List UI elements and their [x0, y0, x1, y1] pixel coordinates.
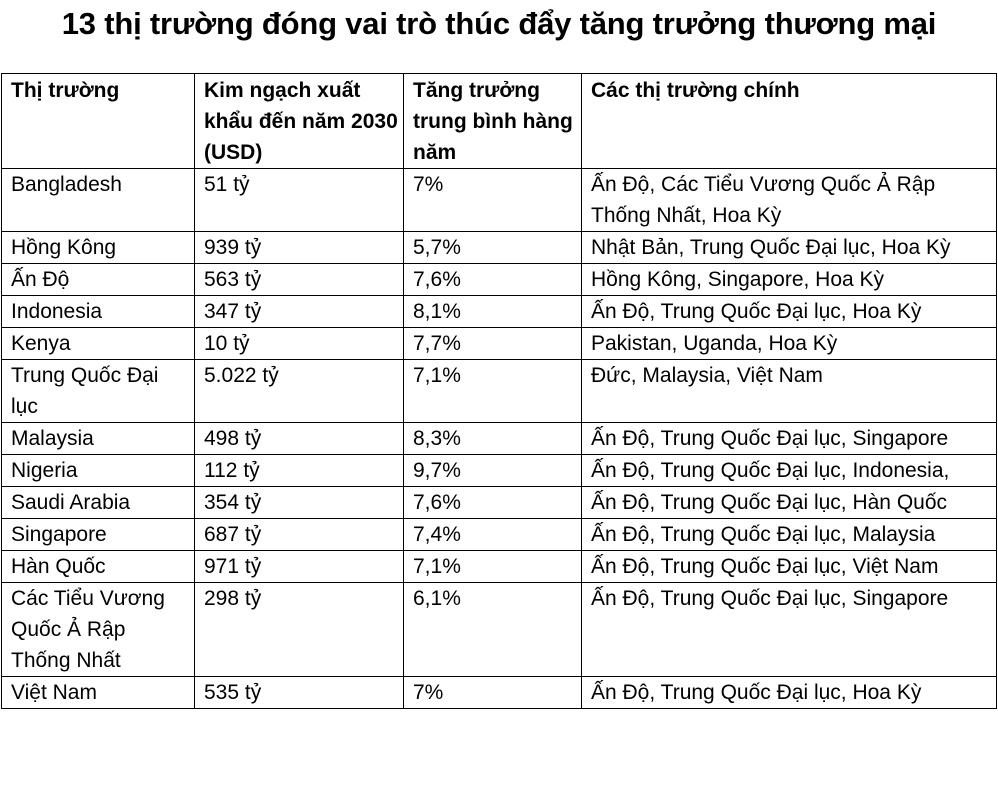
cell-main-markets: Nhật Bản, Trung Quốc Đại lục, Hoa Kỳ: [582, 232, 997, 264]
table-row: [2, 232, 997, 264]
cell-growth: 7%: [404, 677, 582, 709]
header-main-markets: Các thị trường chính: [582, 74, 997, 169]
table-header: [2, 74, 997, 169]
table-row: [2, 551, 997, 583]
cell-main-markets: Đức, Malaysia, Việt Nam: [582, 360, 997, 423]
cell-export-value: 971 tỷ: [195, 551, 404, 583]
cell-main-markets: Ấn Độ, Trung Quốc Đại lục, Hoa Kỳ: [582, 296, 997, 328]
cell-export-value: 51 tỷ: [195, 169, 404, 232]
cell-main-markets: Ấn Độ, Trung Quốc Đại lục, Malaysia: [582, 519, 997, 551]
cell-export-value: 354 tỷ: [195, 487, 404, 519]
cell-growth: 7,4%: [404, 519, 582, 551]
cell-main-markets: Pakistan, Uganda, Hoa Kỳ: [582, 328, 997, 360]
cell-growth: 8,3%: [404, 423, 582, 455]
cell-export-value: 687 tỷ: [195, 519, 404, 551]
cell-market: Hàn Quốc: [2, 551, 195, 583]
cell-growth: 5,7%: [404, 232, 582, 264]
table-row: [2, 328, 997, 360]
cell-market: Nigeria: [2, 455, 195, 487]
cell-market: Saudi Arabia: [2, 487, 195, 519]
cell-growth: 7,1%: [404, 551, 582, 583]
cell-market: Hồng Kông: [2, 232, 195, 264]
cell-growth: 8,1%: [404, 296, 582, 328]
cell-main-markets: Ấn Độ, Trung Quốc Đại lục, Singapore: [582, 423, 997, 455]
cell-growth: 9,7%: [404, 455, 582, 487]
cell-export-value: 5.022 tỷ: [195, 360, 404, 423]
cell-main-markets: Ấn Độ, Trung Quốc Đại lục, Hàn Quốc: [582, 487, 997, 519]
cell-growth: 7,1%: [404, 360, 582, 423]
cell-main-markets: Ấn Độ, Trung Quốc Đại lục, Indonesia,: [582, 455, 997, 487]
table-body: [2, 169, 997, 709]
table-row: [2, 487, 997, 519]
table-row: [2, 455, 997, 487]
cell-export-value: 347 tỷ: [195, 296, 404, 328]
markets-table: [1, 73, 997, 709]
cell-export-value: 10 tỷ: [195, 328, 404, 360]
cell-market: Trung Quốc Đại lục: [2, 360, 195, 423]
cell-market: Indonesia: [2, 296, 195, 328]
cell-export-value: 939 tỷ: [195, 232, 404, 264]
cell-growth: 7%: [404, 169, 582, 232]
table-row: [2, 583, 997, 677]
cell-main-markets: Ấn Độ, Trung Quốc Đại lục, Hoa Kỳ: [582, 677, 997, 709]
cell-growth: 7,6%: [404, 264, 582, 296]
cell-growth: 6,1%: [404, 583, 582, 677]
cell-market: Kenya: [2, 328, 195, 360]
cell-market: Việt Nam: [2, 677, 195, 709]
header-growth: Tăng trưởng trung bình hàng năm: [404, 74, 582, 169]
cell-growth: 7,7%: [404, 328, 582, 360]
header-row: [2, 74, 997, 169]
cell-export-value: 563 tỷ: [195, 264, 404, 296]
table-row: [2, 169, 997, 232]
table-row: [2, 360, 997, 423]
cell-export-value: 298 tỷ: [195, 583, 404, 677]
table-row: [2, 296, 997, 328]
cell-main-markets: Ấn Độ, Trung Quốc Đại lục, Việt Nam: [582, 551, 997, 583]
cell-export-value: 112 tỷ: [195, 455, 404, 487]
cell-export-value: 498 tỷ: [195, 423, 404, 455]
cell-growth: 7,6%: [404, 487, 582, 519]
cell-main-markets: Ấn Độ, Các Tiểu Vương Quốc Ả Rập Thống Nhất, Hoa Kỳ: [582, 169, 997, 232]
header-export-value: Kim ngạch xuất khẩu đến năm 2030 (USD): [195, 74, 404, 169]
cell-market: Singapore: [2, 519, 195, 551]
cell-main-markets: Ấn Độ, Trung Quốc Đại lục, Singapore: [582, 583, 997, 677]
cell-export-value: 535 tỷ: [195, 677, 404, 709]
cell-market: Các Tiểu Vương Quốc Ả Rập Thống Nhất: [2, 583, 195, 677]
table-row: [2, 264, 997, 296]
table-row: [2, 423, 997, 455]
cell-market: Bangladesh: [2, 169, 195, 232]
page-title: 13 thị trường đóng vai trò thúc đẩy tăng trưởng thương mại: [61, 6, 937, 41]
cell-market: Ấn Độ: [2, 264, 195, 296]
table-row: [2, 519, 997, 551]
cell-market: Malaysia: [2, 423, 195, 455]
cell-main-markets: Hồng Kông, Singapore, Hoa Kỳ: [582, 264, 997, 296]
table-row: [2, 677, 997, 709]
header-market: Thị trường: [2, 74, 195, 169]
